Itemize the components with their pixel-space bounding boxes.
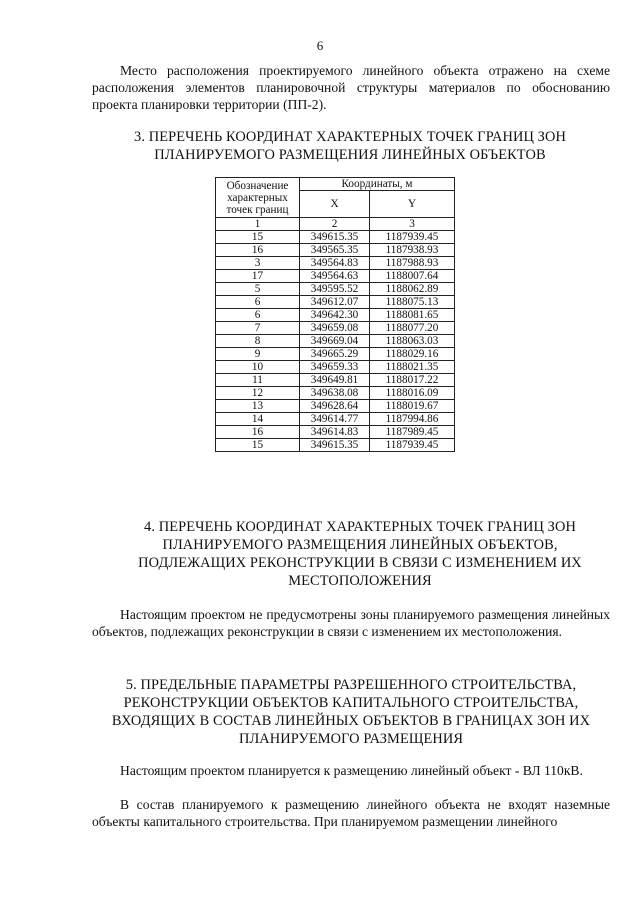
table-cell: 1188021.35 — [370, 361, 455, 374]
table-cell: 1187989.45 — [370, 426, 455, 439]
table-row — [216, 296, 455, 309]
page-number: 6 — [316, 38, 324, 53]
table-cell: 16 — [216, 244, 300, 257]
table-cell: 2 — [300, 218, 370, 231]
table-cell: 1187988.93 — [370, 257, 455, 270]
table-cell: 1188075.13 — [370, 296, 455, 309]
table-row — [216, 413, 455, 426]
coordinates-table — [215, 177, 455, 452]
table-cell: 349595.52 — [300, 283, 370, 296]
table-row — [216, 348, 455, 361]
table-cell: 16 — [216, 426, 300, 439]
table-cell: 349659.08 — [300, 322, 370, 335]
table-cell: 1188062.89 — [370, 283, 455, 296]
table-index-row — [216, 218, 455, 231]
point-designation-header: Обозначение характерных точек границ — [216, 178, 300, 218]
table-cell: 1188016.09 — [370, 387, 455, 400]
table-cell: 1 — [216, 218, 300, 231]
table-cell: 349564.83 — [300, 257, 370, 270]
table-row — [216, 361, 455, 374]
table-cell: 349615.35 — [300, 439, 370, 452]
table-cell: 1188077.20 — [370, 322, 455, 335]
section5-paragraph-2: В состав планируемого к размещению линейного объекта не входят наземные объекты капитального строительства. При планируемом размещении линейного — [92, 797, 610, 829]
table-cell: 349659.33 — [300, 361, 370, 374]
table-cell: 349638.08 — [300, 387, 370, 400]
table-cell: 1187939.45 — [370, 231, 455, 244]
table-cell: 349649.81 — [300, 374, 370, 387]
section5-heading: 5. ПРЕДЕЛЬНЫЕ ПАРАМЕТРЫ РАЗРЕШЕННОГО СТРОИТЕЛЬСТВА, РЕКОНСТРУКЦИИ ОБЪЕКТОВ КАПИТАЛЬНОГО СТРОИТЕЛЬСТВА, ВХОДЯЩИХ В СОСТАВ ЛИНЕЙНЫХ ОБЪЕКТОВ В ГРАНИЦАХ ЗОН ИХ ПЛАНИРУЕМОГО РАЗМЕЩЕНИЯ — [111, 677, 591, 747]
table-cell: 6 — [216, 296, 300, 309]
table-row — [216, 244, 455, 257]
table-cell: 12 — [216, 387, 300, 400]
table-cell: 14 — [216, 413, 300, 426]
table-row — [216, 231, 455, 244]
table-cell: 349614.83 — [300, 426, 370, 439]
table-row — [216, 387, 455, 400]
table-cell: 1188019.67 — [370, 400, 455, 413]
table-cell: 10 — [216, 361, 300, 374]
table-cell: 349642.30 — [300, 309, 370, 322]
intro-paragraph: Место расположения проектируемого линейного объекта отражено на схеме расположения элементов планировочной структуры материалов по обоснованию проекта планировки территории (ПП-2). — [92, 63, 610, 112]
table-cell: 349615.35 — [300, 231, 370, 244]
table-cell: 7 — [216, 322, 300, 335]
table-cell: 17 — [216, 270, 300, 283]
x-header: X — [300, 191, 370, 218]
table-cell: 1188029.16 — [370, 348, 455, 361]
table-cell: 1187994.86 — [370, 413, 455, 426]
table-row — [216, 374, 455, 387]
table-cell: 11 — [216, 374, 300, 387]
table-cell: 1188081.65 — [370, 309, 455, 322]
table-cell: 1187939.45 — [370, 439, 455, 452]
table-cell: 9 — [216, 348, 300, 361]
section4-heading: 4. ПЕРЕЧЕНЬ КООРДИНАТ ХАРАКТЕРНЫХ ТОЧЕК ГРАНИЦ ЗОН ПЛАНИРУЕМОГО РАЗМЕЩЕНИЯ ЛИНЕЙНЫХ ОБЪЕКТОВ, ПОДЛЕЖАЩИХ РЕКОНСТРУКЦИИ В СВЯЗИ С ИЗМЕНЕНИЕМ ИХ МЕСТОПОЛОЖЕНИЯ — [138, 519, 582, 589]
table-cell: 349612.07 — [300, 296, 370, 309]
table-cell: 15 — [216, 231, 300, 244]
section5-paragraph-1: Настоящим проектом планируется к размещению линейный объект - ВЛ 110кВ. — [120, 763, 583, 778]
table-cell: 1188007.64 — [370, 270, 455, 283]
table-cell: 349665.29 — [300, 348, 370, 361]
table-cell: 5 — [216, 283, 300, 296]
table-row — [216, 270, 455, 283]
table-row — [216, 309, 455, 322]
table-cell: 3 — [370, 218, 455, 231]
coordinates-header: Координаты, м — [300, 178, 455, 191]
table-cell: 1188017.22 — [370, 374, 455, 387]
table-cell: 15 — [216, 439, 300, 452]
table-cell: 8 — [216, 335, 300, 348]
y-header: Y — [370, 191, 455, 218]
table-row — [216, 257, 455, 270]
table-row — [216, 335, 455, 348]
table-cell: 13 — [216, 400, 300, 413]
table-cell: 349565.35 — [300, 244, 370, 257]
table-row — [216, 439, 455, 452]
table-row — [216, 322, 455, 335]
section4-paragraph: Настоящим проектом не предусмотрены зоны планируемого размещения линейных объектов, подлежащих реконструкции в связи с изменением их местоположения. — [92, 607, 610, 639]
coordinates-table-body — [216, 231, 455, 452]
table-row — [216, 283, 455, 296]
table-cell: 349628.64 — [300, 400, 370, 413]
table-cell: 3 — [216, 257, 300, 270]
section3-heading: 3. ПЕРЕЧЕНЬ КООРДИНАТ ХАРАКТЕРНЫХ ТОЧЕК ГРАНИЦ ЗОН ПЛАНИРУЕМОГО РАЗМЕЩЕНИЯ ЛИНЕЙНЫХ ОБЪЕКТОВ — [134, 129, 566, 163]
table-cell: 349669.04 — [300, 335, 370, 348]
table-cell: 349614.77 — [300, 413, 370, 426]
table-cell: 1188063.03 — [370, 335, 455, 348]
table-row — [216, 400, 455, 413]
table-cell: 1187938.93 — [370, 244, 455, 257]
table-row — [216, 426, 455, 439]
table-cell: 349564.63 — [300, 270, 370, 283]
table-cell: 6 — [216, 309, 300, 322]
